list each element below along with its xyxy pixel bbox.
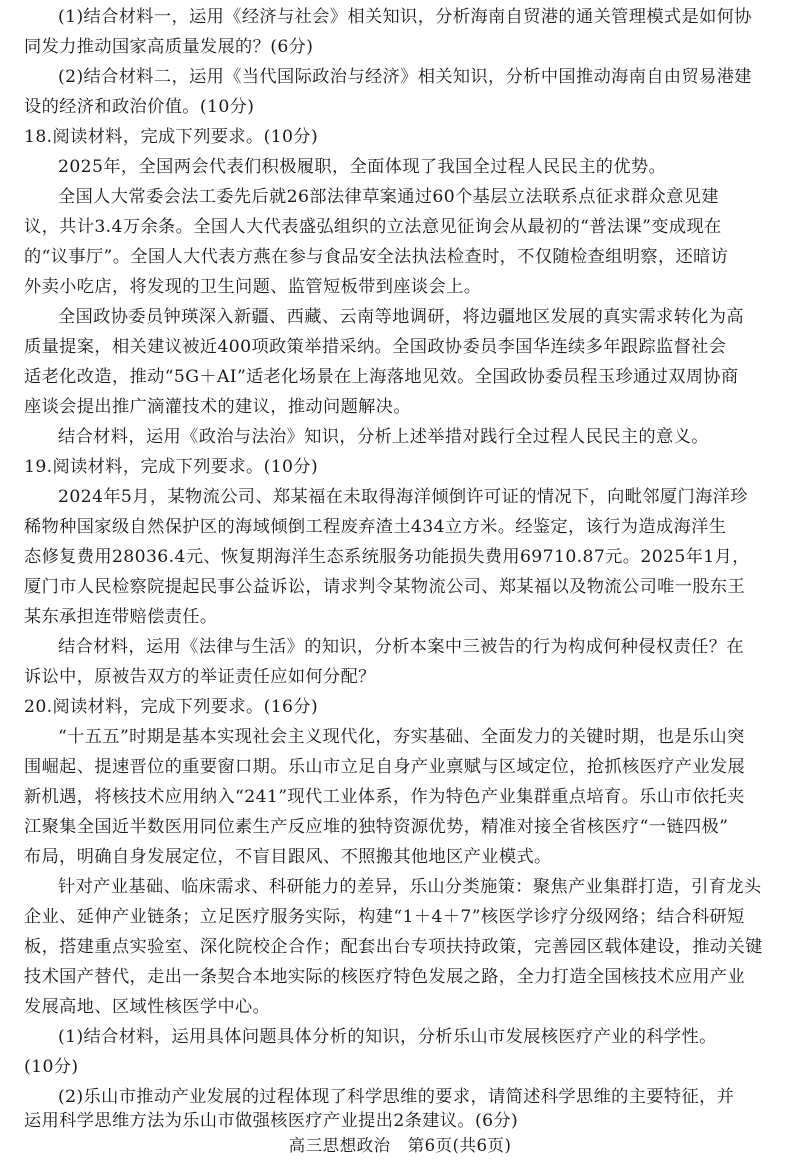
q17-part2-line2: 设的经济和政治价值。(10分) [24, 97, 255, 117]
q19-para1-line4: 厦门市人民检察院提起民事公益诉讼，请求判令某物流公司、郑某福以及物流公司唯一股东王 [24, 577, 746, 597]
q18-para3-line2: 质量提案，相关建议被近400项政策举措采纳。全国政协委员李国华连续多年跟踪监督社会 [24, 337, 727, 357]
q18-para1: 2025年，全国两会代表们积极履职，全面体现了我国全过程人民民主的优势。 [58, 157, 667, 177]
q20-para2-line4: 技术国产替代，走出一条契合本地实际的核医疗特色发展之路，全力打造全国核技术应用产业 [24, 967, 746, 987]
q20-part2-line2: 运用科学思维方法为乐山市做强核医疗产业提出2条建议。(6分) [24, 1111, 519, 1131]
q20-para1-line5: 布局，明确自身发展定位，不盲目跟风、不照搬其他地区产业模式。 [24, 847, 552, 867]
q20-para1-line1: “十五五”时期是基本实现社会主义现代化，夯实基础、全面发力的关键时期，也是乐山突 [58, 727, 745, 747]
q18-heading: 18.阅读材料，完成下列要求。(10分) [24, 127, 319, 147]
q20-part2-line1: (2)乐山市推动产业发展的过程体现了科学思维的要求，请简述科学思维的主要特征，并 [58, 1087, 735, 1107]
q18-para2-line2: 议，共计3.4万余条。全国人大代表盛弘组织的立法意见征询会从最初的“普法课”变成现在 [24, 217, 722, 237]
q20-part1-line1: (1)结合材料，运用具体问题具体分析的知识，分析乐山市发展核医疗产业的科学性。 [58, 1027, 717, 1047]
q20-part1-line2: (10分) [24, 1057, 79, 1077]
q19-para1-line5: 某东承担连带赔偿责任。 [24, 607, 218, 627]
q18-para3-line1: 全国政协委员钟瑛深入新疆、西藏、云南等地调研，将边疆地区发展的真实需求转化为高 [58, 307, 744, 327]
q19-para1-line3: 态修复费用28036.4元、恢复期海洋生态系统服务功能损失费用69710.87元。2025年1月， [24, 547, 750, 567]
q20-para1-line4: 江聚集全国近半数医用同位素生产反应堆的独特资源优势，精准对接全省核医疗“一链四极” [24, 817, 729, 837]
q18-para2-line4: 外卖小吃店，将发现的卫生问题、监管短板带到座谈会上。 [24, 277, 482, 297]
q20-para1-line3: 新机遇，将核技术应用纳入“241”现代工业体系，作为特色产业集群重点培育。乐山市依托夹 [24, 787, 745, 807]
q17-part1-line2: 同发力推动国家高质量发展的？(6分) [24, 37, 314, 57]
q19-para1-line2: 稀物种国家级自然保护区的海域倾倒工程废弃渣土434立方米。经鉴定，该行为造成海洋生 [24, 517, 727, 537]
q19-heading: 19.阅读材料，完成下列要求。(10分) [24, 457, 319, 477]
page-footer: 高三思想政治 第6页(共6页) [288, 1136, 512, 1155]
q18-para3-line3: 适老化改造，推动“5G＋AI”适老化场景在上海落地见效。全国政协委员程玉珍通过双周协商 [24, 367, 739, 387]
q19-question-line1: 结合材料，运用《法律与生活》的知识，分析本案中三被告的行为构成何种侵权责任？在 [58, 637, 744, 657]
q18-para3-line4: 座谈会提出推广滴灌技术的建议，推动问题解决。 [24, 397, 411, 417]
q19-question-line2: 诉讼中，原被告双方的举证责任应如何分配？ [24, 667, 376, 687]
q20-para2-line3: 板，搭建重点实验室、深化院校企合作；配套出台专项扶持政策，完善园区载体建设，推动关键 [24, 937, 763, 957]
q17-part2-line1: (2)结合材料二，运用《当代国际政治与经济》相关知识，分析中国推动海南自由贸易港建 [58, 67, 752, 87]
q20-para1-line2: 围崛起、提速晋位的重要窗口期。乐山市立足自身产业禀赋与区域定位，抢抓核医疗产业发展 [24, 757, 746, 777]
q18-para2-line1: 全国人大常委会法工委先后就26部法律草案通过60个基层立法联系点征求群众意见建 [58, 187, 719, 207]
q19-para1-line1: 2024年5月，某物流公司、郑某福在未取得海洋倾倒许可证的情况下，向毗邻厦门海洋珍 [58, 487, 748, 507]
q20-heading: 20.阅读材料，完成下列要求。(16分) [24, 697, 319, 717]
q20-para2-line1: 针对产业基础、临床需求、科研能力的差异，乐山分类施策：聚焦产业集群打造，引育龙头 [58, 877, 762, 897]
q20-para2-line2: 企业、延伸产业链条；立足医疗服务实际，构建“1＋4＋7”核医学诊疗分级网络；结合科研短 [24, 907, 745, 927]
q18-para2-line3: 的“议事厅”。全国人大代表方燕在参与食品安全法执法检查时，不仅随检查组明察，还暗访 [24, 247, 729, 267]
q18-question: 结合材料，运用《政治与法治》知识，分析上述举措对践行全过程人民民主的意义。 [58, 427, 709, 447]
q17-part1-line1: (1)结合材料一，运用《经济与社会》相关知识，分析海南自贸港的通关管理模式是如何协 [58, 7, 752, 27]
q20-para2-line5: 发展高地、区域性核医学中心。 [24, 997, 271, 1017]
